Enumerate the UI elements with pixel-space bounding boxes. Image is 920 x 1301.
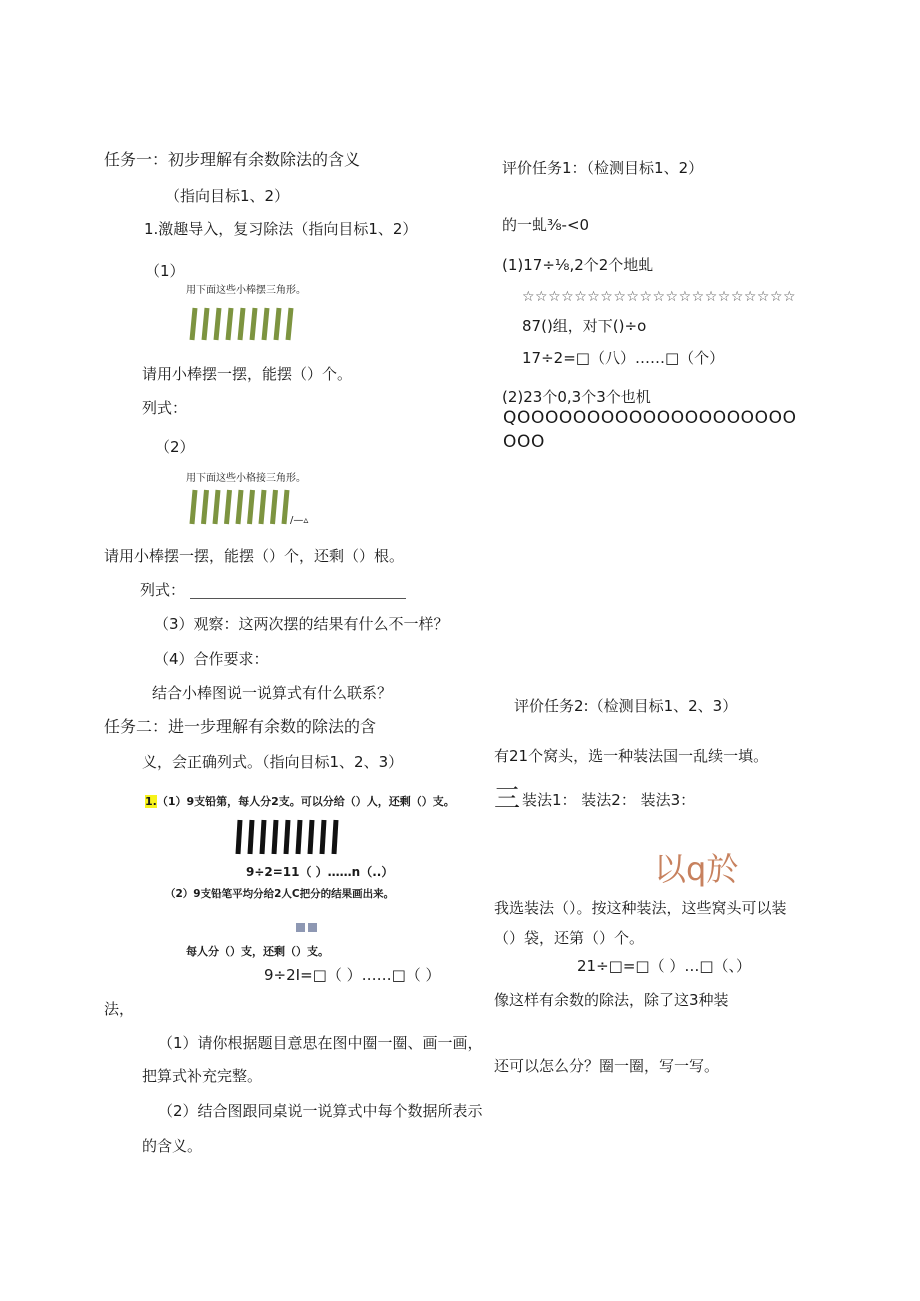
sticks-figure-2 — [186, 488, 296, 526]
stick — [273, 490, 276, 524]
requirement-1: （1）请你根据题目意思在图中圈一圈、画一画， — [158, 1034, 483, 1052]
stick — [238, 820, 240, 854]
stick — [286, 820, 288, 854]
stick — [298, 820, 300, 854]
task2-title-cont: 义，会正确列式。（指向目标1、2、3） — [142, 753, 404, 771]
like-this-text: 像这样有余数的除法，除了这3种装 — [494, 991, 729, 1009]
q2-formula: 列式： — [140, 581, 186, 599]
task1-target: （指向目标1、2） — [165, 187, 290, 205]
stick — [334, 820, 336, 854]
problem2-result: 每人分（）支，还剩（）支。 — [186, 945, 329, 958]
stick — [192, 308, 195, 340]
task2-title: 任务二：进一步理解有余数的除法的含 — [104, 717, 377, 736]
eval1-q1: (1)17÷⅛,2个2个地虬 — [502, 256, 654, 274]
stick — [322, 820, 324, 854]
eval2-problem: 有21个窝头，选一种装法国一乱续一填。 — [494, 747, 769, 765]
circles-row-2: OOO — [503, 432, 545, 452]
stick — [274, 820, 276, 854]
how-else-text: 还可以怎么分？圈一圈，写一写。 — [494, 1057, 720, 1075]
stick — [216, 308, 219, 340]
q4-detail: 结合小棒图说一说算式有什么联系？ — [152, 684, 393, 702]
san-mark: 三 — [494, 784, 521, 814]
problem1-equation: 9÷2=11（ ）……n（..） — [246, 865, 394, 879]
stick — [215, 490, 218, 524]
stick — [284, 490, 287, 524]
q2-answer-line[interactable] — [190, 598, 406, 599]
circles-row-1: QOOOOOOOOOOOOOOOOOOOO — [503, 408, 797, 428]
stick — [310, 820, 312, 854]
stick — [227, 490, 230, 524]
eval1-q1-line2: 87()组，对下()÷o — [522, 317, 647, 335]
problem1-number: 1. — [145, 795, 157, 808]
square-mark — [308, 923, 317, 932]
stick — [238, 490, 241, 524]
q2-label: （2） — [155, 438, 195, 456]
stick — [204, 490, 207, 524]
eval1-garbled-line: 的一虬⅜-<0 — [502, 216, 590, 234]
q2-caption: 用下面这些小格接三角形。 — [186, 473, 306, 484]
problem2-text: （2）9支铅笔平均分给2人C把分的结果画出来。 — [165, 888, 395, 900]
stick — [276, 308, 279, 340]
stick — [252, 308, 255, 340]
stick — [261, 490, 264, 524]
requirement-2-cont: 的含义。 — [142, 1137, 203, 1155]
q1-question: 请用小棒摆一摆，能摆（）个。 — [142, 365, 353, 383]
stick — [262, 820, 264, 854]
eval1-q1-equation: 17÷2=□（八）……□（个） — [522, 349, 725, 367]
problem2-equation: 9÷2I=□（ ）……□（ ） — [264, 966, 441, 984]
stick — [228, 308, 231, 340]
choose-method-cont: （）袋，还第（）个。 — [494, 929, 645, 947]
stick — [250, 820, 252, 854]
decorative-glyphs: 以q於 — [654, 850, 739, 888]
methods-row: 装法1： 装法2： 装法3： — [522, 791, 696, 809]
eval1-title: 评价任务1：（检测目标1、2） — [502, 159, 704, 177]
task1-title: 任务一：初步理解有余数除法的含义 — [104, 150, 361, 169]
q4-cooperate: （4）合作要求： — [154, 650, 269, 668]
requirement-2: （2）结合图跟同桌说一说算式中每个数据所表示 — [158, 1102, 483, 1120]
q2-question: 请用小棒摆一摆，能摆（）个，还剩（）根。 — [104, 547, 405, 565]
q3-observe: （3）观察：这两次摆的结果有什么不一样？ — [154, 615, 449, 633]
stick — [264, 308, 267, 340]
eval2-equation: 21÷□=□（ ）…□（、） — [577, 957, 752, 975]
q1-formula: 列式： — [142, 399, 188, 417]
problem1-text: （1）9支铅第，每人分2支。可以分给（）人，还剩（）支。 — [156, 795, 455, 808]
pencils-figure — [232, 818, 342, 856]
q2-extra-mark: /—▵ — [290, 515, 309, 526]
stick — [192, 490, 195, 524]
eval2-title: 评价任务2:（检测目标1、2、3） — [514, 697, 738, 715]
stick — [240, 308, 243, 340]
stick — [288, 308, 291, 340]
sticks-figure-1 — [186, 306, 296, 342]
stick — [250, 490, 253, 524]
stars-row: ☆☆☆☆☆☆☆☆☆☆☆☆☆☆☆☆☆☆☆☆☆ — [522, 289, 797, 305]
stick — [204, 308, 207, 340]
fa-text: 法， — [104, 1000, 135, 1018]
requirement-1-cont: 把算式补充完整。 — [142, 1067, 263, 1085]
q1-caption: 用下面这些小棒摆三角形。 — [186, 285, 306, 296]
square-mark — [296, 923, 305, 932]
choose-method: 我选装法（）。按这种装法，这些窝头可以装 — [494, 899, 787, 917]
intro-heading: 1.激趣导入，复习除法（指向目标1、2） — [144, 220, 418, 238]
q1-label: （1） — [145, 262, 185, 280]
eval1-q2: (2)23个0,3个3个也机 — [502, 388, 651, 406]
